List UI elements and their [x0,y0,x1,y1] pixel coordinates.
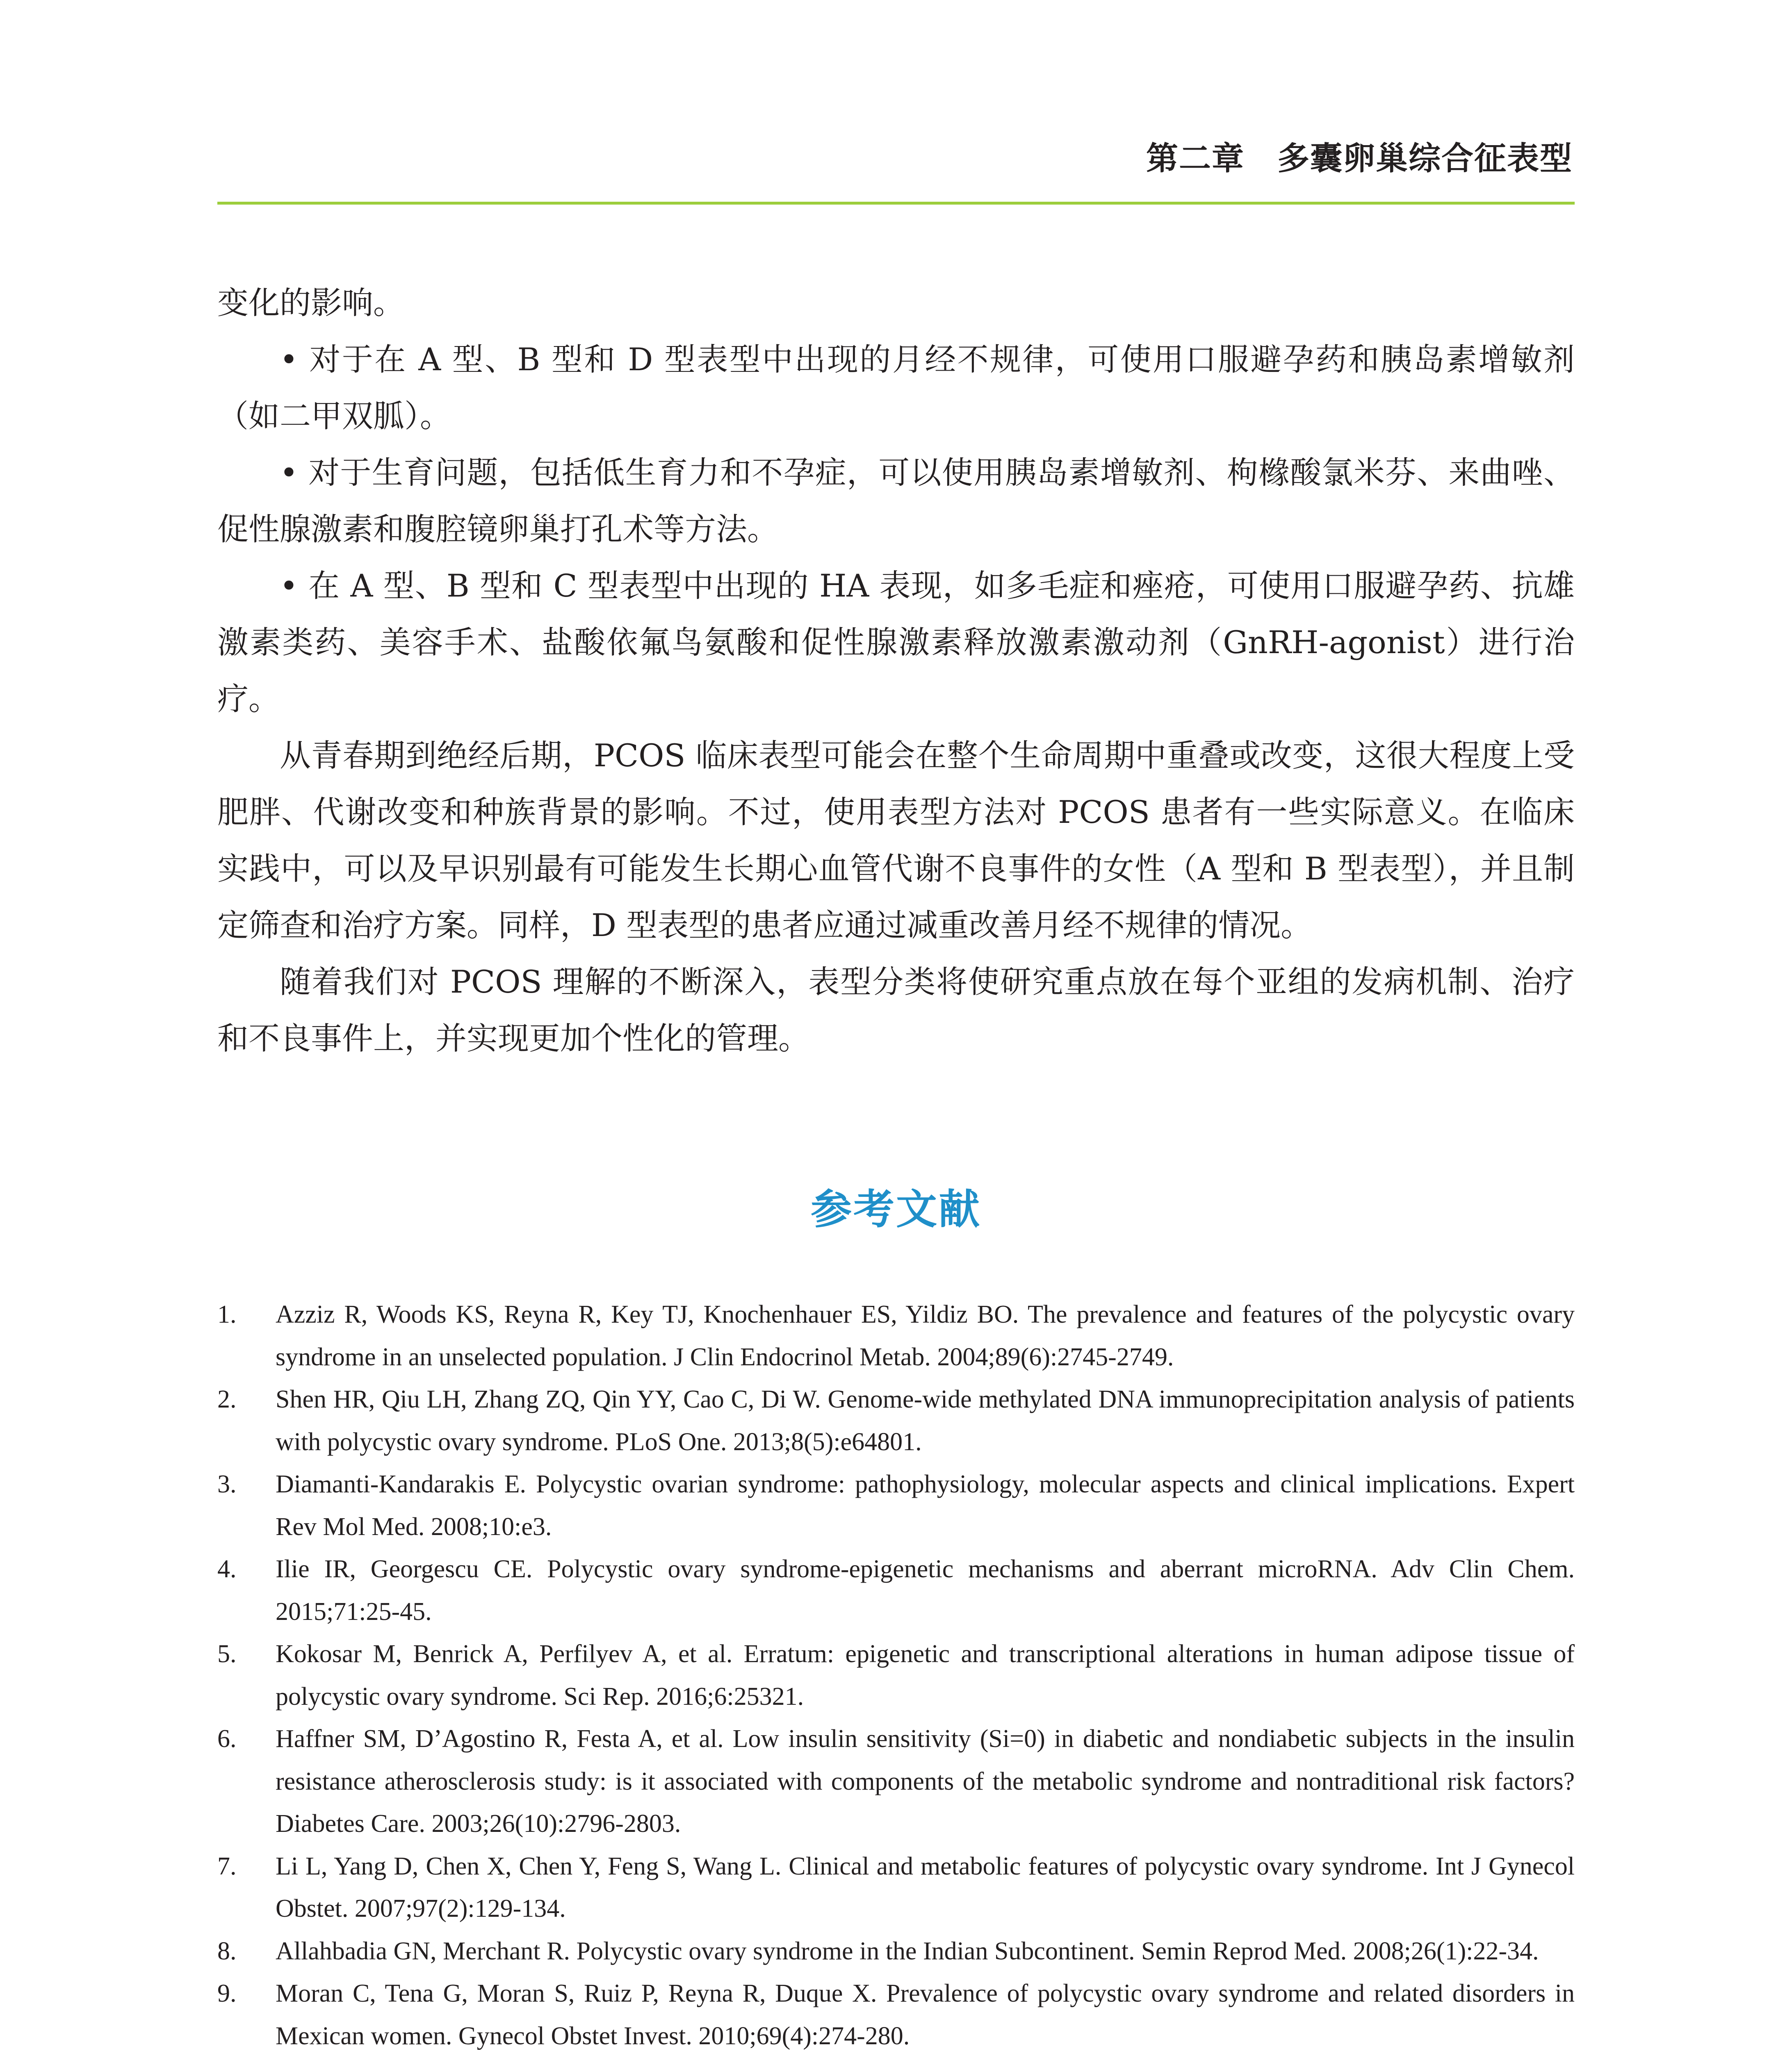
reference-text: Li L, Yang D, Chen X, Chen Y, Feng S, Wang L. Clinical and metabolic features of polycystic ovary syndrome. Int J Gynecol Obstet. 2007;97(2):129-134. [276,1852,1575,1922]
header-divider [217,202,1575,205]
reference-number: 7. [217,1852,237,1880]
reference-number: 8. [217,1937,237,1965]
reference-text: Ilie IR, Georgescu CE. Polycystic ovary syndrome-epigenetic mechanisms and aberrant microRNA. Adv Clin Chem. 2015;71:25-45. [276,1555,1575,1626]
reference-number: 5. [217,1640,237,1668]
reference-text: Allahbadia GN, Merchant R. Polycystic ovary syndrome in the Indian Subcontinent. Semin Reprod Med. 2008;26(1):22-34. [276,1937,1539,1965]
reference-text: Moran C, Tena G, Moran S, Ruiz P, Reyna R, Duque X. Prevalence of polycystic ovary syndrome and related disorders in Mexican women. Gynecol Obstet Invest. 2010;69(4):274-280. [276,1979,1575,2050]
reference-number: 4. [217,1555,237,1583]
bullet-paragraph: • 对于生育问题，包括低生育力和不孕症，可以使用胰岛素增敏剂、枸橼酸氯米芬、来曲唑、促性腺激素和腹腔镜卵巢打孔术等方法。 [217,454,1575,547]
reference-item [217,1973,1575,2050]
reference-number: 1. [217,1301,237,1328]
bullet-paragraph: • 在 A 型、B 型和 C 型表型中出现的 HA 表现，如多毛症和痤疮，可使用口服避孕药、抗雄激素类药、美容手术、盐酸依氟鸟氨酸和促性腺激素释放激素激动剂（GnRH-agonist）进行治疗。 [217,567,1575,717]
reference-item [217,1930,1575,1973]
reference-list [217,1294,1575,2050]
reference-text: Haffner SM, D’Agostino R, Festa A, et al. Low insulin sensitivity (Si=0) in diabetic and nondiabetic subjects in the insulin resistance atherosclerosis study: is it associated with components of the metabolic syndrome and nontraditional risk factors? Diabetes Care. 2003;26(10):2796-2803. [276,1725,1575,1838]
reference-item [217,1548,1575,1633]
reference-item [217,1718,1575,1845]
paragraph: 变化的影响。 [217,285,404,321]
paragraph: 从青春期到绝经后期，PCOS 临床表型可能会在整个生命周期中重叠或改变，这很大程度上受肥胖、代谢改变和种族背景的影响。不过，使用表型方法对 PCOS 患者有一些实际意义。在临床实践中，可以及早识别最有可能发生长期心血管代谢不良事件的女性（A 型和 B 型表型），并且制定筛查和治疗方案。同样，D 型表型的患者应通过减重改善月经不规律的情况。 [217,737,1575,943]
reference-number: 2. [217,1385,237,1413]
bullet-paragraph: • 对于在 A 型、B 型和 D 型表型中出现的月经不规律，可使用口服避孕药和胰岛素增敏剂（如二甲双胍）。 [217,341,1575,434]
body-text [217,275,1575,1067]
reference-number: 9. [217,1979,237,2007]
reference-text: Shen HR, Qiu LH, Zhang ZQ, Qin YY, Cao C, Di W. Genome-wide methylated DNA immunoprecipitation analysis of patients with polycystic ovary syndrome. PLoS One. 2013;8(5):e64801. [276,1385,1575,1456]
reference-text: Diamanti-Kandarakis E. Polycystic ovarian syndrome: pathophysiology, molecular aspects and clinical implications. Expert Rev Mol Med. 2008;10:e3. [276,1470,1575,1541]
reference-number: 3. [217,1470,237,1498]
references-heading: 参考文献 [811,1185,981,1233]
reference-item [217,1845,1575,1930]
reference-text: Kokosar M, Benrick A, Perfilyev A, et al. Erratum: epigenetic and transcriptional alterations in human adipose tissue of polycystic ovary syndrome. Sci Rep. 2016;6:25321. [276,1640,1575,1711]
reference-item [217,1633,1575,1718]
chapter-title: 第二章 多囊卵巢综合征表型 [1146,140,1573,177]
reference-item [217,1378,1575,1463]
reference-item [217,1294,1575,1378]
reference-item [217,1463,1575,1548]
paragraph: 随着我们对 PCOS 理解的不断深入，表型分类将使研究重点放在每个亚组的发病机制、治疗和不良事件上，并实现更加个性化的管理。 [217,963,1575,1057]
reference-number: 6. [217,1725,237,1753]
reference-text: Azziz R, Woods KS, Reyna R, Key TJ, Knochenhauer ES, Yildiz BO. The prevalence and features of the polycystic ovary syndrome in an unselected population. J Clin Endocrinol Metab. 2004;89(6):2745-2749. [276,1301,1575,1371]
